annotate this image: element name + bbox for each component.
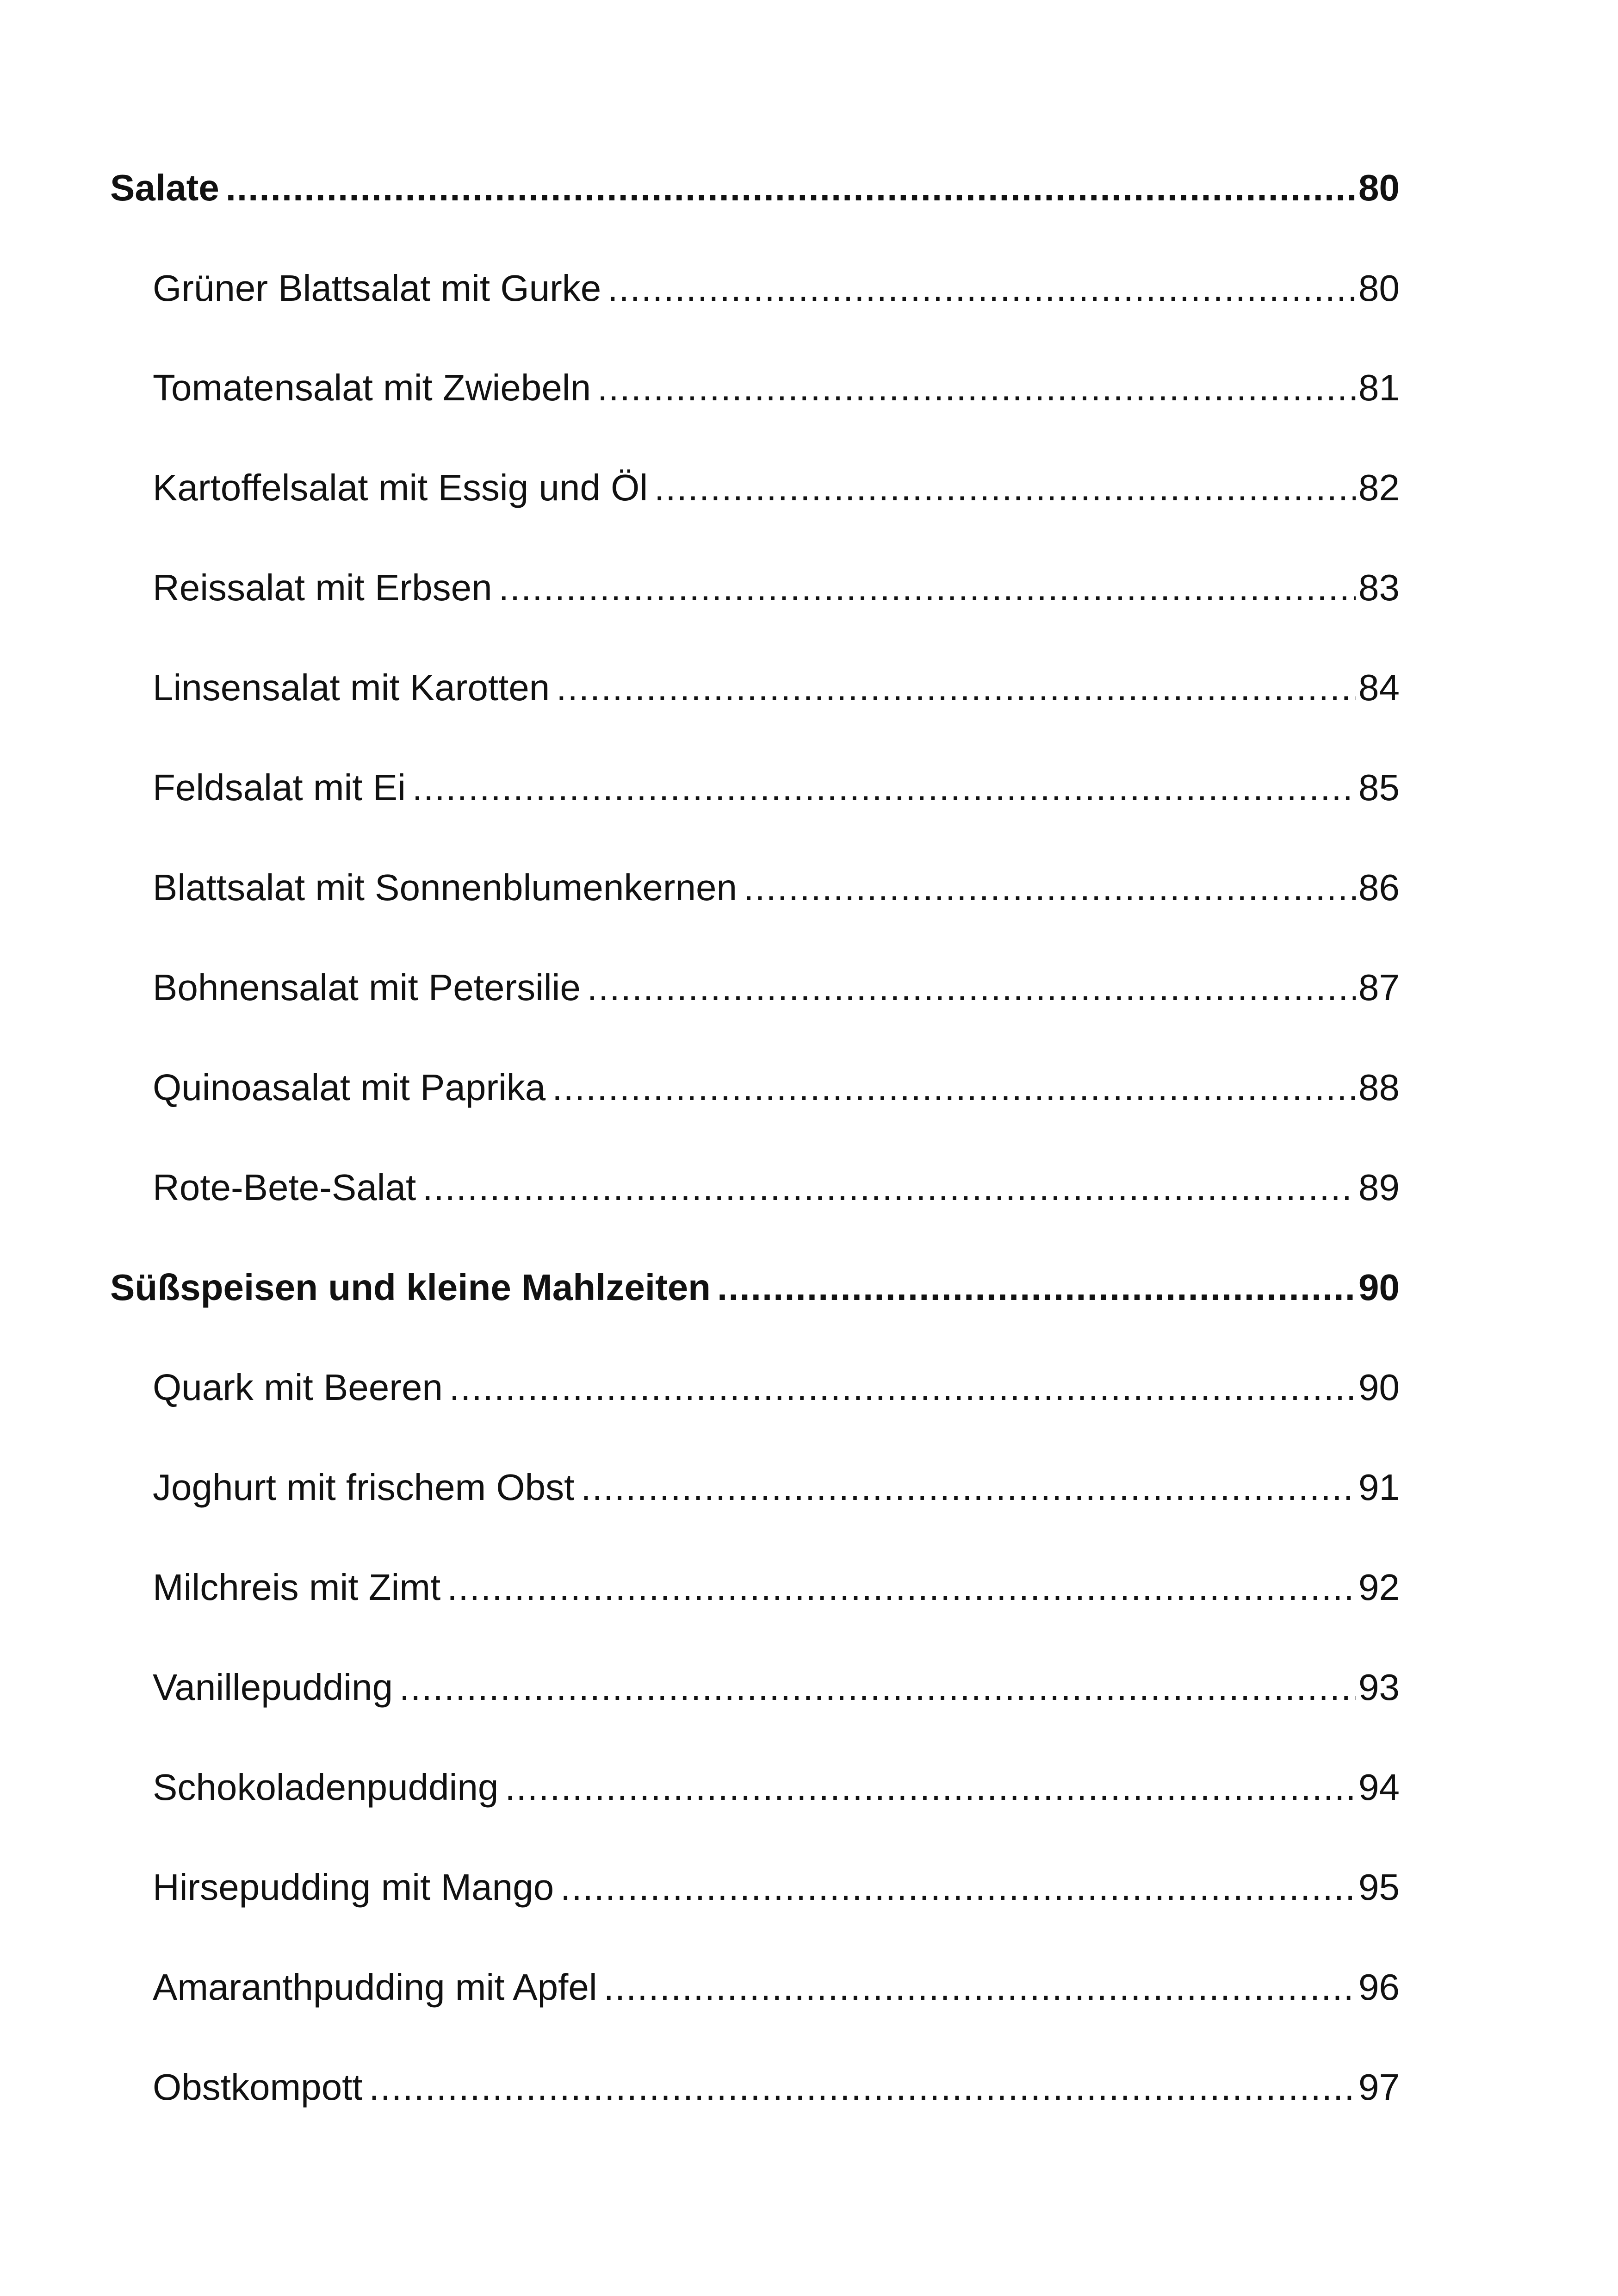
dot-leader — [587, 966, 1356, 1009]
toc-page-number: 80 — [1358, 268, 1400, 309]
toc-entry[interactable] — [153, 467, 1400, 509]
toc-page-number: 93 — [1358, 1667, 1400, 1708]
toc-page-number: 94 — [1358, 1767, 1400, 1808]
dot-leader — [654, 467, 1356, 509]
toc-entry[interactable] — [153, 1566, 1400, 1609]
toc-page-number: 90 — [1358, 1367, 1400, 1408]
toc-entry-title: Linsensalat mit Karotten — [153, 667, 550, 708]
toc-entry-title: Grüner Blattsalat mit Gurke — [153, 268, 601, 309]
toc-entry-title: Hirsepudding mit Mango — [153, 1867, 554, 1908]
toc-entry-title: Quark mit Beeren — [153, 1367, 443, 1408]
toc-entry[interactable] — [153, 566, 1400, 609]
dot-leader — [447, 1566, 1356, 1609]
toc-entry-title: Quinoasalat mit Paprika — [153, 1067, 546, 1108]
toc-page-number: 92 — [1358, 1567, 1400, 1608]
toc-entry[interactable] — [153, 1166, 1400, 1209]
toc-section-title: Süßspeisen und kleine Mahlzeiten — [110, 1267, 711, 1308]
toc-page-number: 80 — [1358, 167, 1400, 208]
toc-page-number: 82 — [1358, 467, 1400, 508]
toc-entry[interactable] — [153, 966, 1400, 1009]
toc-page-number: 90 — [1358, 1267, 1400, 1308]
toc-page-number: 84 — [1358, 667, 1400, 708]
dot-leader — [552, 1066, 1356, 1109]
toc-entry-title: Bohnensalat mit Petersilie — [153, 967, 581, 1008]
dot-leader — [744, 866, 1356, 909]
dot-leader — [604, 1966, 1356, 2009]
dot-leader — [560, 1866, 1356, 1909]
toc-entry-title: Vanillepudding — [153, 1667, 393, 1708]
dot-leader — [581, 1466, 1356, 1509]
dot-leader — [369, 2066, 1356, 2109]
dot-leader — [399, 1666, 1356, 1709]
toc-entry[interactable] — [153, 1466, 1400, 1509]
dot-leader — [556, 666, 1356, 709]
toc-entry[interactable] — [153, 1866, 1400, 1909]
toc-entry[interactable] — [153, 367, 1400, 409]
toc-entry-title: Reissalat mit Erbsen — [153, 567, 492, 608]
toc-page-number: 88 — [1358, 1067, 1400, 1108]
toc-section-title: Salate — [110, 167, 219, 208]
toc-page-number: 97 — [1358, 2066, 1400, 2108]
toc-entry[interactable] — [153, 1366, 1400, 1409]
dot-leader — [608, 267, 1356, 310]
toc-page-number: 86 — [1358, 867, 1400, 908]
toc-page-number: 89 — [1358, 1167, 1400, 1208]
toc-page-number: 81 — [1358, 367, 1400, 408]
toc-section-heading[interactable] — [110, 167, 1400, 209]
toc-entry[interactable] — [153, 766, 1400, 809]
toc-entry-title: Milchreis mit Zimt — [153, 1567, 441, 1608]
toc-page-number: 91 — [1358, 1467, 1400, 1508]
toc-entry-title: Obstkompott — [153, 2066, 363, 2108]
toc-page-number: 95 — [1358, 1867, 1400, 1908]
dot-leader — [412, 766, 1356, 809]
toc-entry-title: Rote-Bete-Salat — [153, 1167, 416, 1208]
toc-entry-title: Kartoffelsalat mit Essig und Öl — [153, 467, 648, 508]
toc-entry[interactable] — [153, 1966, 1400, 2009]
dot-leader — [717, 1266, 1356, 1309]
toc-page-number: 87 — [1358, 967, 1400, 1008]
toc-page-number: 85 — [1358, 767, 1400, 808]
dot-leader — [422, 1166, 1356, 1209]
dot-leader — [449, 1366, 1356, 1409]
toc-entry-title: Schokoladenpudding — [153, 1767, 499, 1808]
toc-entry-title: Tomatensalat mit Zwiebeln — [153, 367, 591, 408]
toc-entry[interactable] — [153, 666, 1400, 709]
dot-leader — [226, 167, 1356, 209]
toc-entry[interactable] — [153, 2066, 1400, 2109]
dot-leader — [499, 566, 1356, 609]
toc-entry-title: Joghurt mit frischem Obst — [153, 1467, 575, 1508]
dot-leader — [505, 1766, 1356, 1809]
toc-page-number: 96 — [1358, 1966, 1400, 2008]
dot-leader — [597, 367, 1356, 409]
toc-entry[interactable] — [153, 1666, 1400, 1709]
toc-page-number: 83 — [1358, 567, 1400, 608]
toc-entry[interactable] — [153, 1066, 1400, 1109]
toc-entry[interactable] — [153, 1766, 1400, 1809]
toc-entry[interactable] — [153, 866, 1400, 909]
toc-entry[interactable] — [153, 267, 1400, 310]
toc-entry-title: Feldsalat mit Ei — [153, 767, 406, 808]
toc-section-heading[interactable] — [110, 1266, 1400, 1309]
toc-entry-title: Amaranthpudding mit Apfel — [153, 1966, 597, 2008]
toc-entry-title: Blattsalat mit Sonnenblumenkernen — [153, 867, 737, 908]
